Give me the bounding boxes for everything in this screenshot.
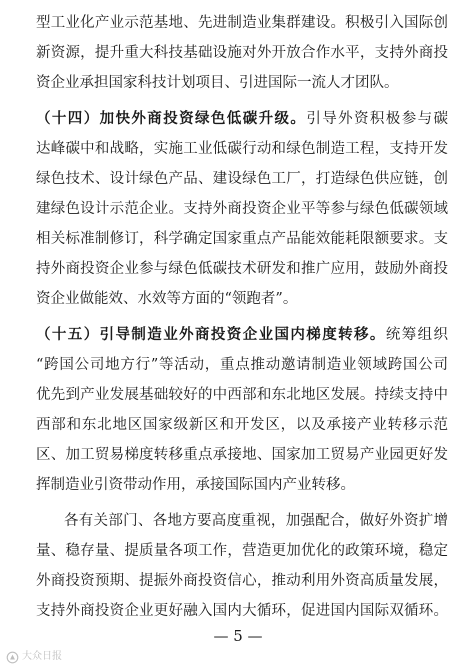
newspaper-logo-icon — [6, 651, 19, 664]
body-line: 资企业承担国家科技计划项目、引进国际一流人才团队。 — [36, 75, 399, 91]
body-line: 新资源，提升重大科技基础设施对外开放合作水平，支持外商投 — [36, 45, 448, 61]
body-line: 达峰碳中和战略，实施工业低碳行动和绿色制造工程，支持开发 — [36, 141, 448, 157]
body-line: 区、加工贸易梯度转移重点承接地、国家加工贸易产业园更好发 — [36, 447, 448, 463]
body-line: 资企业做能效、水效等方面的“领跑者”。 — [36, 291, 298, 307]
closing-paragraph-first-line: 各有关部门、各地方要高度重视，加强配合，做好外资扩增 — [64, 513, 448, 529]
section-14-heading-line: （十四）加快外商投资绿色低碳升级。引导外资积极参与碳 — [36, 111, 448, 127]
section-14-heading: （十四）加快外商投资绿色低碳升级。 — [36, 111, 307, 127]
watermark — [6, 650, 62, 664]
body-line: 挥制造业引资带动作用，承接国际国内产业转移。 — [36, 477, 355, 493]
body-line: 西部和东北地区国家级新区和开发区，以及承接产业转移示范 — [36, 417, 448, 433]
body-line: 建绿色设计示范企业。支持外商投资企业平等参与绿色低碳领域 — [36, 201, 448, 217]
body-line: 相关标准制修订，科学确定国家重点产品能效能耗限额要求。支 — [36, 231, 448, 247]
section-15-heading: （十五）引导制造业外商投资企业国内梯度转移。 — [36, 327, 386, 343]
section-15-heading-line: （十五）引导制造业外商投资企业国内梯度转移。统筹组织 — [36, 327, 448, 343]
page-number: — 5 — — [213, 627, 263, 645]
body-line: 优先到产业发展基础较好的中西部和东北地区发展。持续支持中 — [36, 387, 448, 403]
body-line: 支持外商投资企业更好融入国内大循环，促进国内国际双循环。 — [36, 603, 448, 619]
body-line: 绿色技术、设计绿色产品、建设绿色工厂，打造绿色供应链，创 — [36, 171, 448, 187]
body-line: 持外商投资企业参与绿色低碳技术研发和推广应用，鼓励外商投 — [36, 261, 448, 277]
body-line: 量、稳存量、提质量各项工作，营造更加优化的政策环境，稳定 — [36, 543, 448, 559]
body-line: “跨国公司地方行”等活动，重点推动邀请制造业领域跨国公司 — [36, 357, 448, 373]
body-line: 外商投资预期、提振外商投资信心，推动利用外资高质量发展， — [36, 573, 448, 589]
watermark-label: 大众日报 — [22, 651, 62, 662]
body-line: 型工业化产业示范基地、先进制造业集群建设。积极引入国际创 — [36, 15, 448, 31]
